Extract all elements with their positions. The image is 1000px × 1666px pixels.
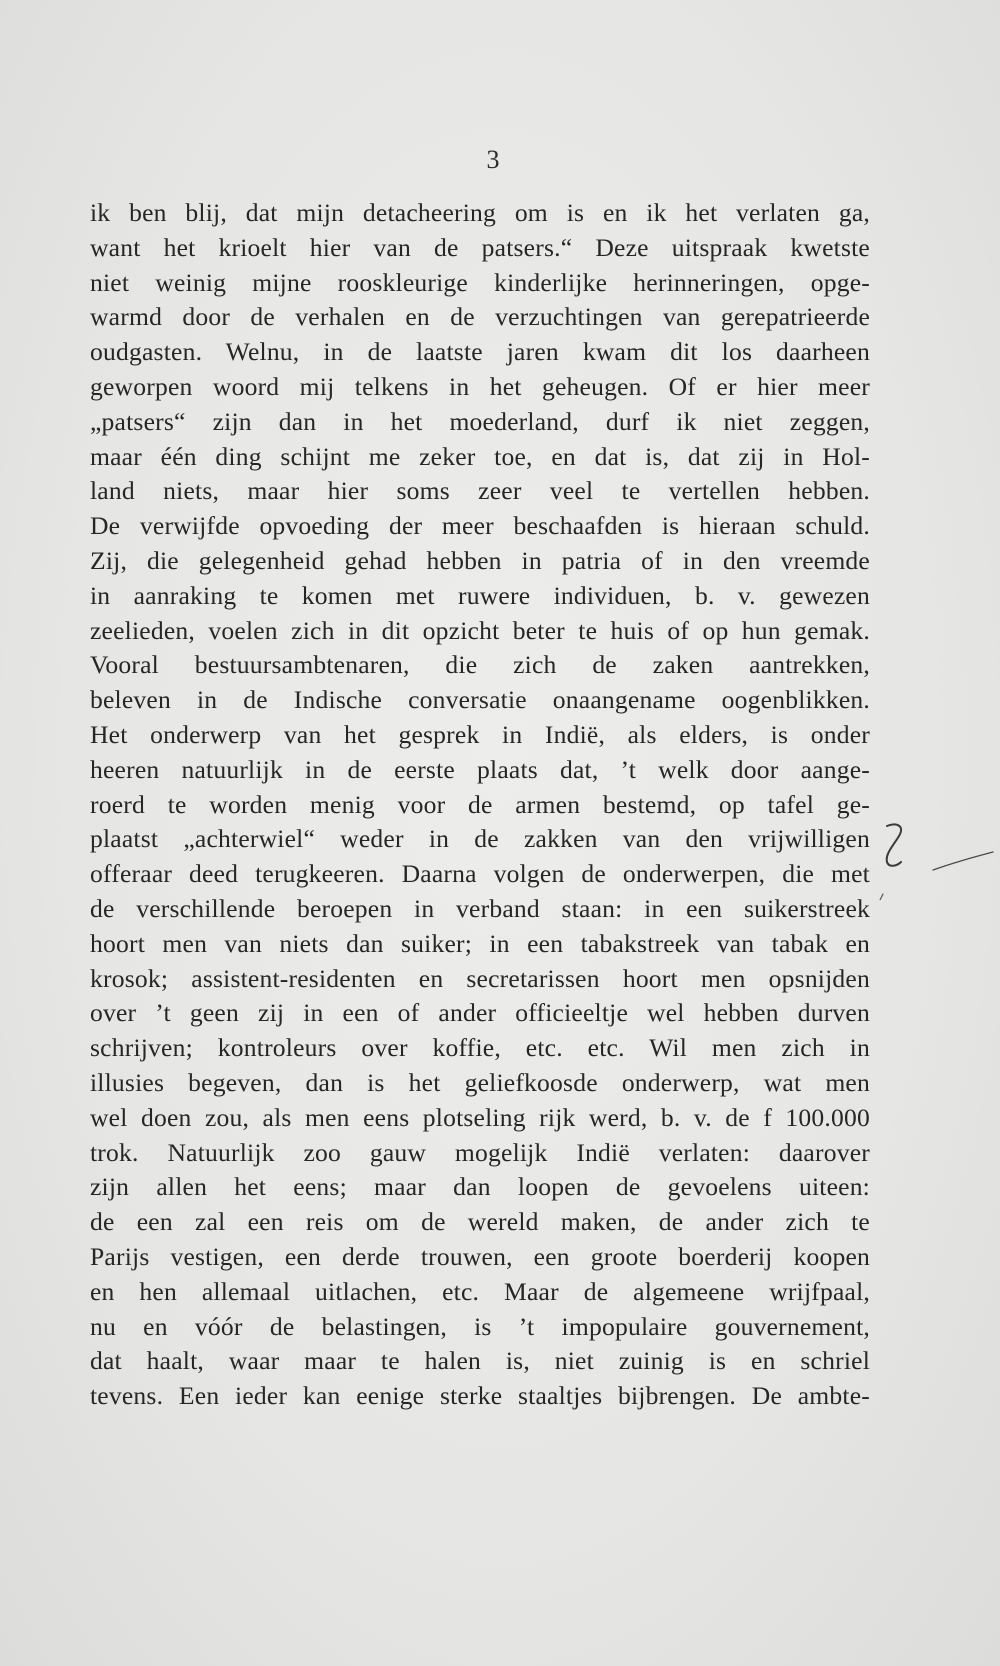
text-line: Het onderwerp van het gesprek in Indië, als elders, is onder: [90, 719, 870, 749]
text-line: plaatst „achterwiel“ weder in de zakken van den vrijwilligen: [90, 824, 870, 854]
text-line: krosok; assistent-residenten en secretarissen hoort men opsnijden: [90, 963, 870, 993]
text-line: oudgasten. Welnu, in de laatste jaren kwam dit los daarheen: [90, 337, 870, 367]
text-line: offeraar deed terugkeeren. Daarna volgen de onderwerpen, die met: [90, 859, 870, 889]
text-line: want het krioelt hier van de patsers.“ Deze uitspraak kwetste: [90, 232, 870, 262]
text-line: ik ben blij, dat mijn detacheering om is en ik het verlaten ga,: [90, 198, 870, 227]
text-line: wel doen zou, als men eens plotseling rijk werd, b. v. de f 100.000: [90, 1102, 870, 1132]
text-line: de verschillende beroepen in verband staan: in een suikerstreek: [90, 893, 870, 923]
text-line: warmd door de verhalen en de verzuchtingen van gerepatrieerde: [90, 302, 870, 332]
text-line: Vooral bestuursambtenaren, die zich de zaken aantrekken,: [90, 650, 870, 680]
text-line: dat haalt, waar maar te halen is, niet zuinig is en schriel: [90, 1346, 870, 1376]
text-line: maar één ding schijnt me zeker toe, en dat is, dat zij in Hol-: [90, 441, 870, 471]
text-line: nu en vóór de belastingen, is ’t impopulaire gouvernement,: [90, 1311, 870, 1341]
text-line: heeren natuurlijk in de eerste plaats dat, ’t welk door aange-: [90, 754, 870, 784]
handwritten-margin-mark: [875, 820, 995, 900]
text-line: zeelieden, voelen zich in dit opzicht beter te huis of op hun gemak.: [90, 615, 870, 645]
page-number: 3: [486, 145, 500, 174]
text-line: zijn allen het eens; maar dan loopen de gevoelens uiteen:: [90, 1172, 870, 1202]
text-line: over ’t geen zij in een of ander officieeltje wel hebben durven: [90, 998, 870, 1028]
text-line: tevens. Een ieder kan eenige sterke staaltjes bijbrengen. De ambte-: [90, 1381, 870, 1411]
text-line: en hen allemaal uitlachen, etc. Maar de algemeene wrijfpaal,: [90, 1276, 870, 1306]
text-line: land niets, maar hier soms zeer veel te vertellen hebben.: [90, 476, 870, 506]
text-line: „patsers“ zijn dan in het moederland, durf ik niet zeggen,: [90, 406, 870, 436]
text-line: beleven in de Indische conversatie onaangename oogenblikken.: [90, 685, 870, 715]
text-line: Zij, die gelegenheid gehad hebben in patria of in den vreemde: [90, 545, 870, 575]
text-line: niet weinig mijne rooskleurige kinderlijke herinneringen, opge-: [90, 267, 870, 297]
text-line: de een zal een reis om de wereld maken, de ander zich te: [90, 1207, 870, 1237]
text-line: in aanraking te komen met ruwere individuen, b. v. gewezen: [90, 580, 870, 610]
text-line: trok. Natuurlijk zoo gauw mogelijk Indië verlaten: daarover: [90, 1137, 870, 1167]
text-line: De verwijfde opvoeding der meer beschaafden is hieraan schuld.: [90, 511, 870, 541]
text-line: illusies begeven, dan is het geliefkoosde onderwerp, wat men: [90, 1067, 870, 1097]
text-line: geworpen woord mij telkens in het geheugen. Of er hier meer: [90, 371, 870, 401]
body-text: [90, 196, 870, 1414]
text-line: schrijven; kontroleurs over koffie, etc. etc. Wil men zich in: [90, 1033, 870, 1063]
text-line: Parijs vestigen, een derde trouwen, een groote boerderij koopen: [90, 1241, 870, 1271]
text-line: roerd te worden menig voor de armen bestemd, op tafel ge-: [90, 789, 870, 819]
text-line: hoort men van niets dan suiker; in een tabakstreek van tabak en: [90, 928, 870, 958]
